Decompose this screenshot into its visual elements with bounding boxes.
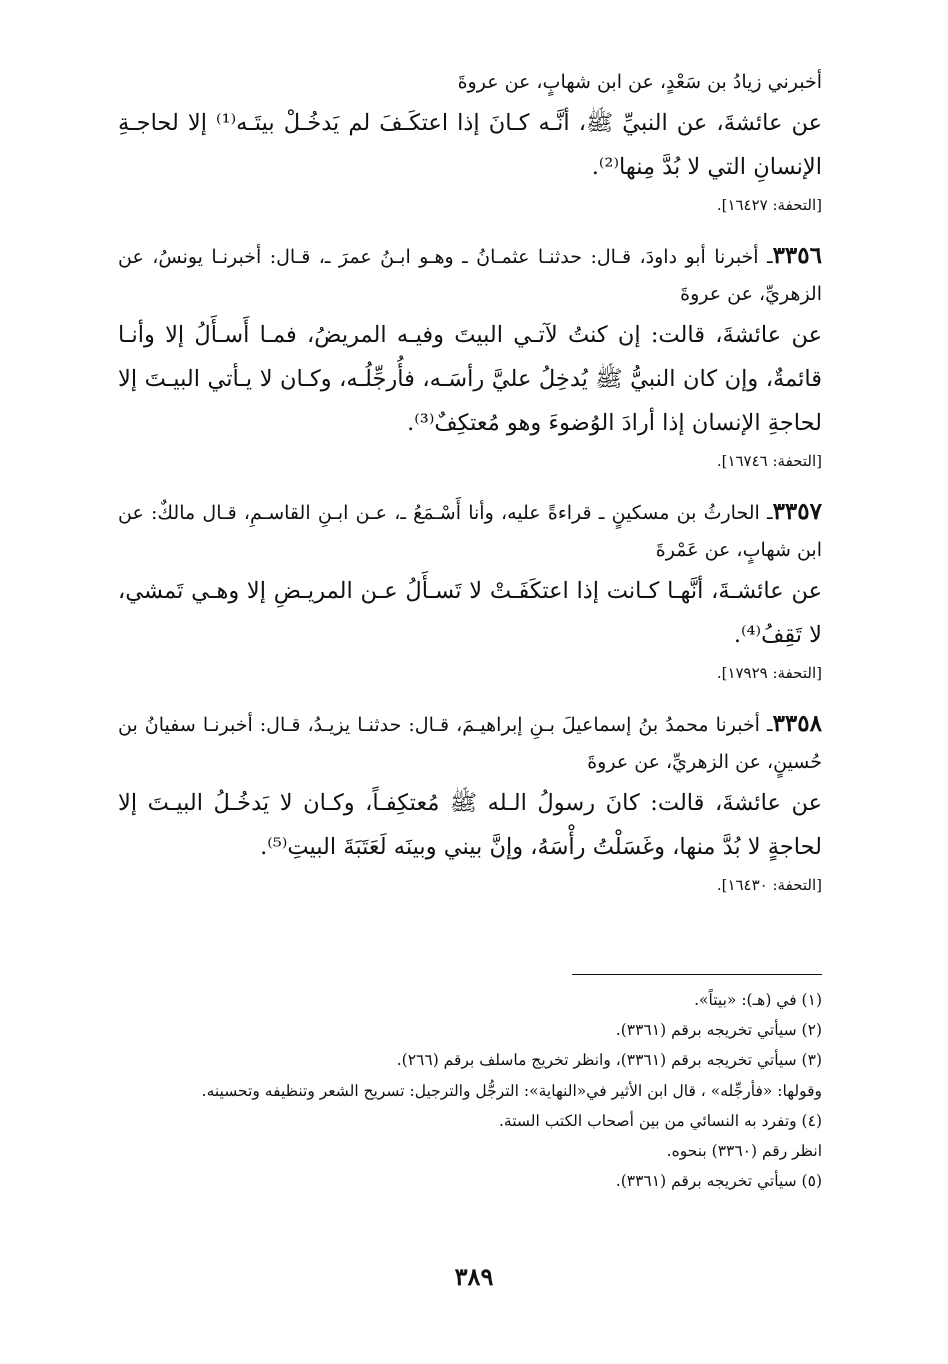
tuhfa-reference: [التحفة: ١٦٤٢٧]. [716,196,822,214]
hadith-isnad: ٣٣٥٦ـ أخبرنا أبو داودَ، قـال: حدثنـا عثمـانُ ـ وهـو ابـنُ عمرَ ـ، قـال: أخبرنـا يونسُ، عن الزهريِّ، عن عروةَ [118,242,822,305]
hadith-matn: عن عائشةَ، عن النبيِّ ﷺ، أنَّـه كـانَ إذا اعتكَـفَ لم يَدخُـلْ بيتَـه⁽¹⁾ إلا لحاجـةِ الإنسانِ التي لا بُدَّ مِنها⁽²⁾. [118,110,823,180]
page-body [118,64,822,917]
hadith-isnad: ٣٣٥٨ـ أخبرنا محمدُ بنُ إسماعيلَ بـنِ إبراهيـمَ، قـال: حدثنـا يزيـدُ، قـال: أخبرنـا سفيانُ بن حُسينٍ، عن الزهريِّ، عن عروةَ [118,710,822,773]
hadith-block-3356 [118,237,822,473]
footnote-4-continued: انظر رقم (٣٣٦٠) بنحوه. [666,1142,822,1161]
tuhfa-reference: [التحفة: ١٧٩٢٩]. [716,664,822,682]
hadith-number: ٣٣٥٨ [772,710,822,737]
footnote-4: (٤) وتفرد به النسائي من بين أصحاب الكتب الستة. [499,1111,822,1130]
hadith-matn: عن عائشةَ، قالت: إن كنتُ لآتـي البيتَ وفيـه المريضُ، فمـا أَسـأَلُ إلا وأنـا قائمةٌ، وإن كان النبيُّ ﷺ يُدخِلُ عليَّ رأسَـه، فأُرجِّلُـه، وكـان لا يـأتي البيـتَ إلا لحاجةِ الإنسان إذا أرادَ الوُضوءَ وهو مُعتكِفٌ⁽³⁾. [118,322,822,436]
tuhfa-reference: [التحفة: ١٦٧٤٦]. [716,452,822,470]
hadith-block-3358 [118,705,822,897]
hadith-number: ٣٣٥٦ [772,242,822,269]
tuhfa-reference: [التحفة: ١٦٤٣٠]. [716,876,822,894]
hadith-isnad: ٣٣٥٧ـ الحارثُ بن مسكينٍ ـ قراءةً عليه، وأنا أَسْـمَعُ ـ، عـن ابـنِ القاسـمِ، قـال مالكٌ: عن ابن شهابٍ، عن عَمْرةَ [118,498,822,561]
footnote-2: (٢) سيأتي تخريجه برقم (٣٣٦١). [615,1021,822,1040]
footnotes [102,985,822,1196]
footnote-3: (٣) سيأتي تخريجه برقم (٣٣٦١)، وانظر تخريج ماسلف برقم (٢٦٦). [396,1051,822,1070]
hadith-matn: عن عائشةَ، قالت: كانَ رسولُ الـله ﷺ مُعتكِفـاً، وكـان لا يَدخُـلُ البيـتَ إلا لحاجةٍ لا بُدَّ منها، وغَسَلْتُ رأْسَهُ، وإنَّ بيني وبينَه لَعَتَبَةَ البيتِ⁽⁵⁾. [118,790,822,860]
hadith-block-continued [118,64,822,217]
hadith-number: ٣٣٥٧ [772,498,822,525]
hadith-block-3357 [118,493,822,685]
hadith-isnad: أخبرني زيادُ بن سَعْدٍ، عن ابن شهابٍ، عن عروةَ [457,71,822,93]
footnote-3-continued: وقولها: «فأرجِّله» ، قال ابن الأثير في«النهاية»: الترجُّل والترجيل: تسريح الشعر وتنظيفه وتحسينه. [201,1081,822,1100]
footnote-1: (١) في (هـ): «بيتاً». [694,991,822,1009]
footnote-5: (٥) سيأتي تخريجه برقم (٣٣٦١). [615,1172,822,1191]
footnote-separator [572,974,822,975]
page-number: ٣٨٩ [454,1262,494,1291]
hadith-matn: عن عائشـةَ، أنَّهـا كـانت إذا اعتكَفَـتْ لا تَسـأَلُ عـن المريـضِ إلا وهـي تَمشي، لا تَقِفُ⁽⁴⁾. [118,578,822,648]
